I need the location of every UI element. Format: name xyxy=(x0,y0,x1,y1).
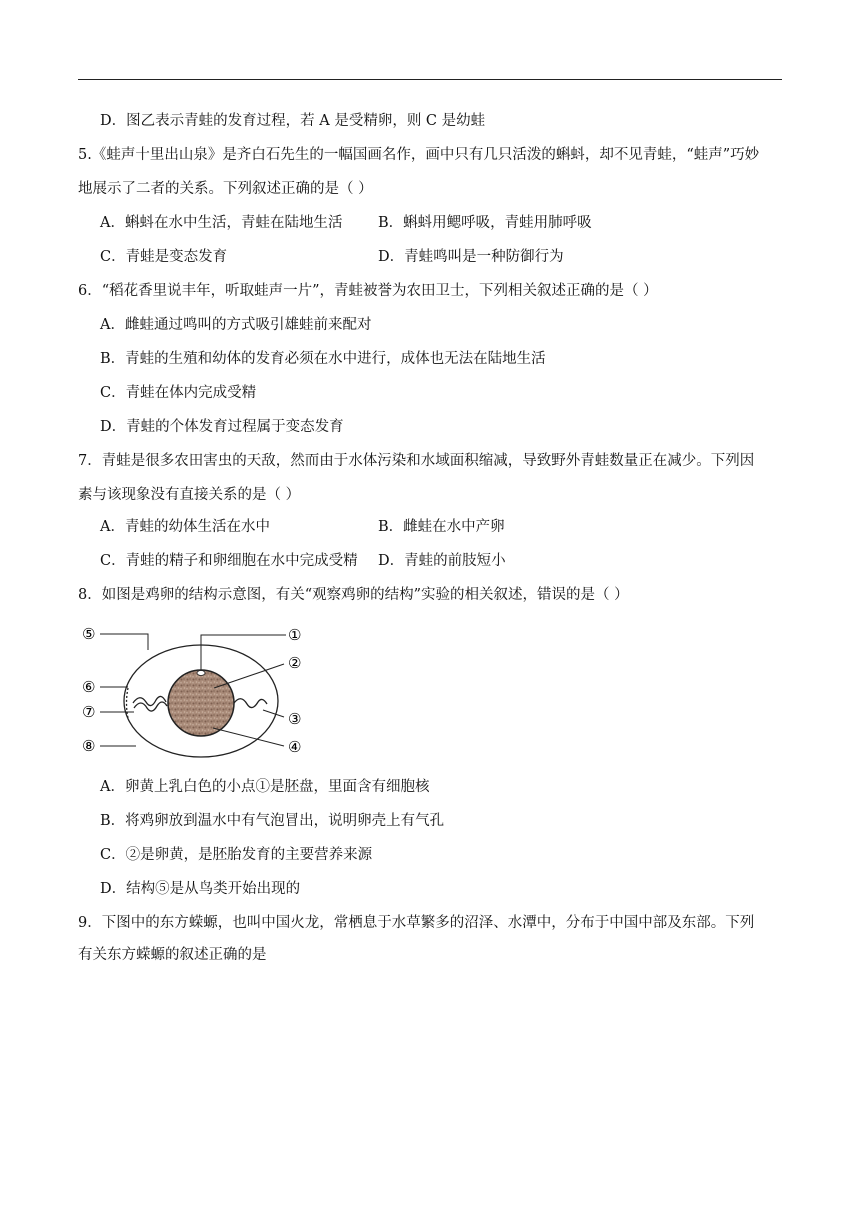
q5-stem-line1: 5.《蛙声十里出山泉》是齐白石先生的一幅国画名作，画中只有几只活泼的蝌蚪，却不见青蛙，“蛙声”巧妙 xyxy=(78,147,760,163)
chalaza-right xyxy=(234,699,267,708)
leader-5 xyxy=(100,634,148,650)
q4-option-d: D．图乙表示青蛙的发育过程，若 A 是受精卵，则 C 是幼蛙 xyxy=(100,113,486,129)
q7-option-d: D．青蛙的前肢短小 xyxy=(378,553,506,569)
label-1: ① xyxy=(288,626,302,644)
q6-option-d: D．青蛙的个体发育过程属于变态发育 xyxy=(100,419,344,435)
label-2: ② xyxy=(288,654,302,672)
q8-option-a: A．卵黄上乳白色的小点①是胚盘，里面含有细胞核 xyxy=(100,779,430,795)
leader-1 xyxy=(201,635,286,671)
label-7: ⑦ xyxy=(82,703,96,721)
q8-option-b: B．将鸡卵放到温水中有气泡冒出，说明卵壳上有气孔 xyxy=(100,813,445,829)
leader-4 xyxy=(213,728,284,746)
q8-option-d: D．结构⑤是从鸟类开始出现的 xyxy=(100,881,301,897)
q8-stem: 8．如图是鸡卵的结构示意图，有关“观察鸡卵的结构”实验的相关叙述，错误的是（ ） xyxy=(78,587,629,603)
q7-option-b: B．雌蛙在水中产卵 xyxy=(378,519,505,535)
q6-option-c: C．青蛙在体内完成受精 xyxy=(100,385,257,401)
q7-stem-line2: 素与该现象没有直接关系的是（ ） xyxy=(78,487,301,503)
q7-option-a: A．青蛙的幼体生活在水中 xyxy=(100,519,270,535)
chalaza-left-2 xyxy=(134,702,167,711)
q6-option-a: A．雌蛙通过鸣叫的方式吸引雄蛙前来配对 xyxy=(100,317,372,333)
leader-2 xyxy=(214,664,284,688)
q6-option-b: B．青蛙的生殖和幼体的发育必须在水中进行，成体也无法在陆地生活 xyxy=(100,351,546,367)
label-5: ⑤ xyxy=(82,625,96,643)
q5-stem-line2: 地展示了二者的关系。下列叙述正确的是（ ） xyxy=(78,181,373,197)
q5-option-b: B．蝌蚪用鳃呼吸，青蛙用肺呼吸 xyxy=(378,215,592,231)
leader-3 xyxy=(263,710,284,717)
q9-stem-line1: 9．下图中的东方蝾螈，也叫中国火龙，常栖息于水草繁多的沼泽、水潭中，分布于中国中部及东部。下列 xyxy=(78,915,755,931)
q5-option-c: C．青蛙是变态发育 xyxy=(100,249,228,265)
yolk xyxy=(168,670,234,736)
label-8: ⑧ xyxy=(82,737,96,755)
egg-structure-diagram xyxy=(78,618,318,763)
q7-stem-line1: 7．青蛙是很多农田害虫的天敌，然而由于水体污染和水域面积缩减，导致野外青蛙数量正在减少。下列因 xyxy=(78,453,755,469)
q8-option-c: C．②是卵黄，是胚胎发育的主要营养来源 xyxy=(100,847,373,863)
q6-stem: 6．“稻花香里说丰年，听取蛙声一片”，青蛙被誉为农田卫士，下列相关叙述正确的是（ ） xyxy=(78,283,658,299)
header-rule xyxy=(78,79,782,80)
germinal-disc xyxy=(197,671,205,676)
q9-stem-line2: 有关东方蝾螈的叙述正确的是 xyxy=(78,947,267,963)
air-cell xyxy=(127,688,129,718)
q5-option-a: A．蝌蚪在水中生活，青蛙在陆地生活 xyxy=(100,215,343,231)
label-4: ④ xyxy=(288,738,302,756)
label-3: ③ xyxy=(288,710,302,728)
q5-option-d: D．青蛙鸣叫是一种防御行为 xyxy=(378,249,564,265)
q7-option-c: C．青蛙的精子和卵细胞在水中完成受精 xyxy=(100,553,358,569)
label-6: ⑥ xyxy=(82,678,96,696)
